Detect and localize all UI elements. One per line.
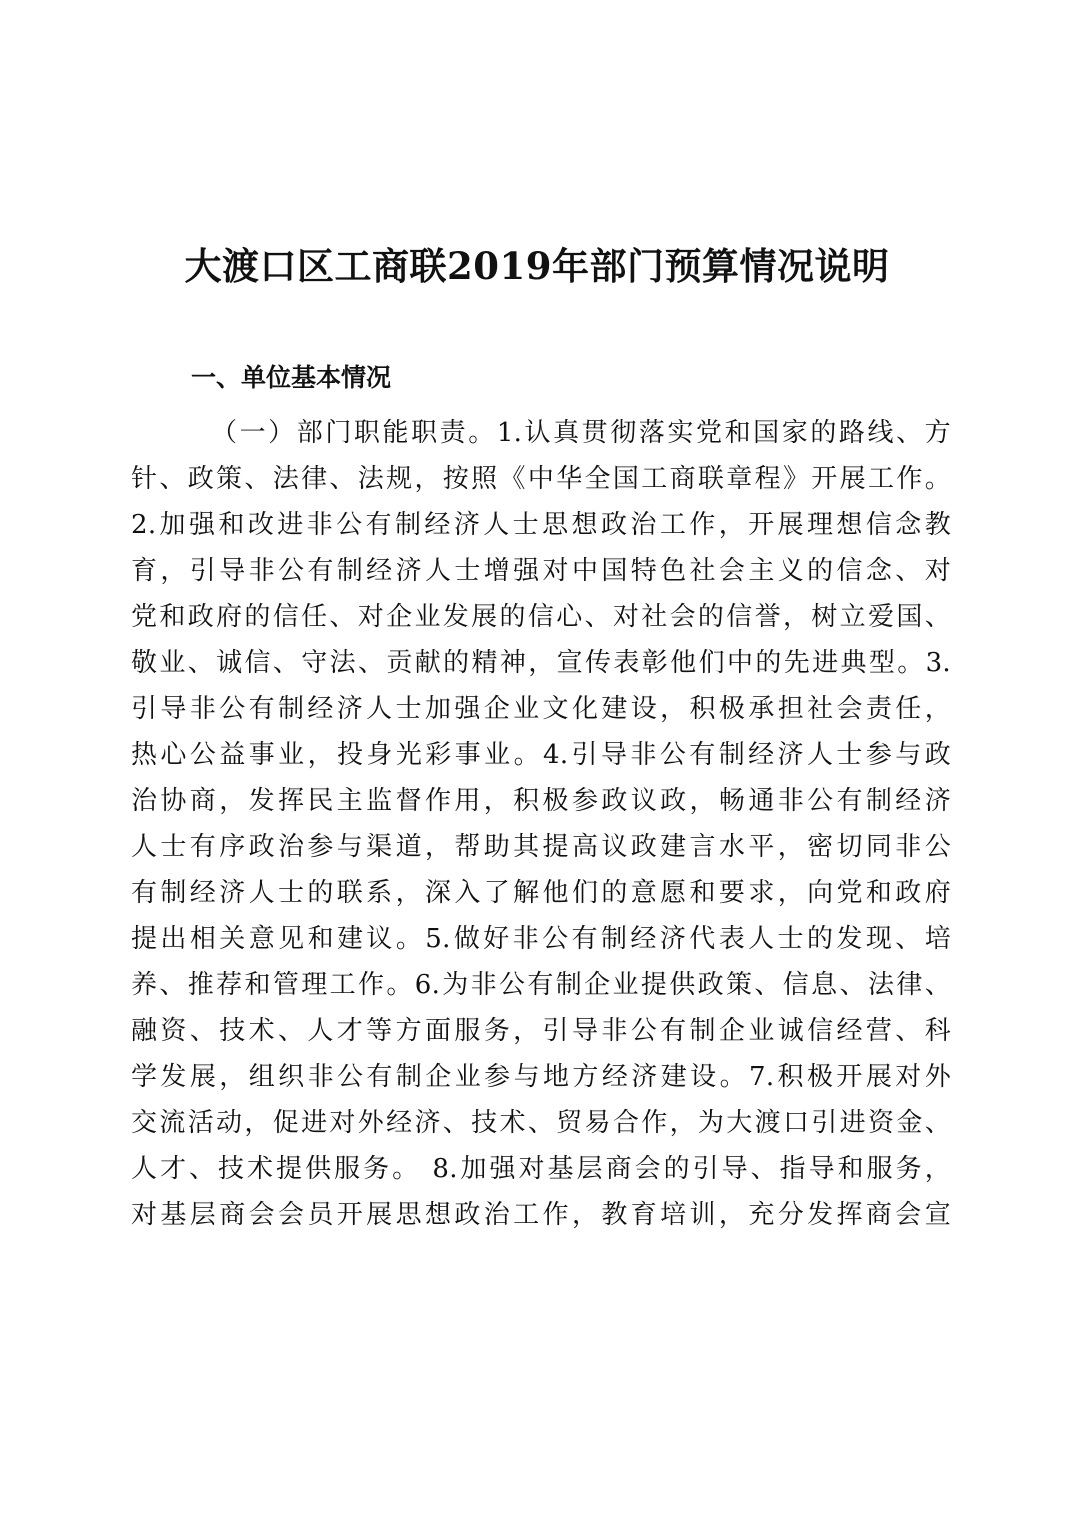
body-line: 敬业、诚信、守法、贡献的精神，宣传表彰他们中的先进典型。3. [131, 648, 951, 678]
body-line: 学发展，组织非公有制企业参与地方经济建设。7.积极开展对外 [131, 1062, 951, 1092]
body-line: 针、政策、法律、法规，按照《中华全国工商联章程》开展工作。 [131, 464, 951, 494]
body-line: 育，引导非公有制经济人士增强对中国特色社会主义的信念、对 [131, 556, 951, 586]
body-line: 引导非公有制经济人士加强企业文化建设，积极承担社会责任， [131, 694, 951, 724]
section-heading: 一、单位基本情况 [191, 363, 392, 392]
body-line: 2.加强和改进非公有制经济人士思想政治工作，开展理想信念教 [131, 510, 951, 540]
body-line: 有制经济人士的联系，深入了解他们的意愿和要求，向党和政府 [131, 878, 951, 908]
body-line: 养、推荐和管理工作。6.为非公有制企业提供政策、信息、法律、 [131, 970, 951, 1000]
body-line: 治协商，发挥民主监督作用，积极参政议政，畅通非公有制经济 [131, 786, 951, 816]
body-paragraph [131, 410, 951, 1238]
body-line: 热心公益事业，投身光彩事业。4.引导非公有制经济人士参与政 [131, 740, 951, 770]
body-line: 对基层商会会员开展思想政治工作，教育培训，充分发挥商会宣 [131, 1200, 951, 1230]
body-line: 提出相关意见和建议。5.做好非公有制经济代表人士的发现、培 [131, 924, 951, 954]
body-line: 交流活动，促进对外经济、技术、贸易合作，为大渡口引进资金、 [131, 1108, 951, 1138]
body-line: 人士有序政治参与渠道，帮助其提高议政建言水平，密切同非公 [131, 832, 951, 862]
document-title: 大渡口区工商联2019年部门预算情况说明 [184, 244, 890, 288]
body-line: 融资、技术、人才等方面服务，引导非公有制企业诚信经营、科 [131, 1016, 951, 1046]
body-line: 党和政府的信任、对企业发展的信心、对社会的信誉，树立爱国、 [131, 602, 951, 632]
body-line: 人才、技术提供服务。 8.加强对基层商会的引导、指导和服务， [131, 1154, 951, 1184]
body-line: （一）部门职能职责。1.认真贯彻落实党和国家的路线、方 [211, 418, 951, 448]
